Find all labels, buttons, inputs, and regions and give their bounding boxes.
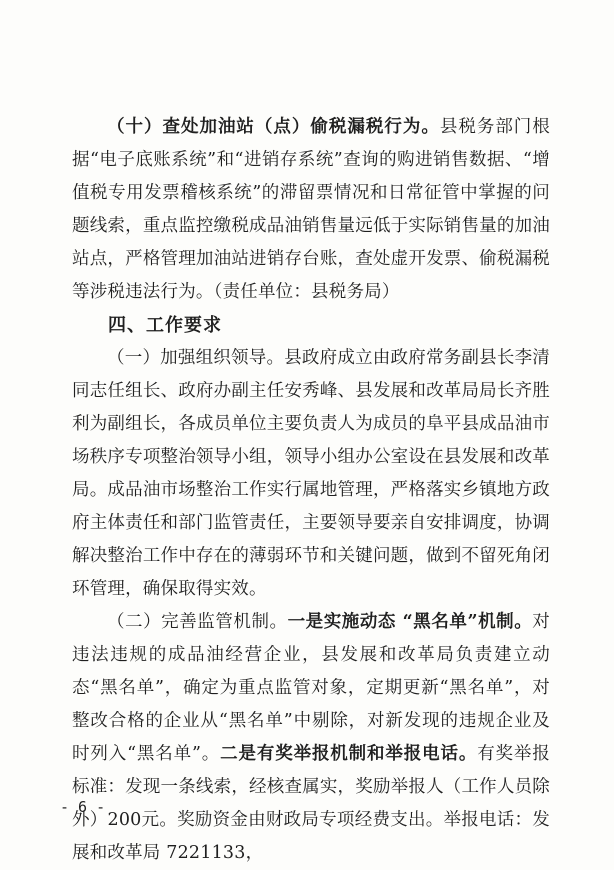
- section-heading-work-requirements: 四、工作要求: [108, 315, 222, 336]
- paragraph-requirement-1: （一）加强组织领导。县政府成立由政府常务副县长李清同志任组长、政府办副主任安秀峰、县发展和改革局局长齐胜利为副组长，各成员单位主要负责人为成员的阜平县成品油市场秩序专项整治领导小组，领导小组办公室设在县发展和改革局。成品油市场整治工作实行属地管理，严格落实乡镇地方政府主体责任和部门监管责任，主要领导要亲自安排调度，协调解决整治工作中存在的薄弱环节和关键问题，做到不留死角闭环管理，确保取得实效。: [72, 348, 550, 599]
- requirement-2-point-2-title: 二是有奖举报机制和举报电话。: [220, 744, 478, 764]
- requirement-2-point-1-title: 一是实施动态 “黑名单”机制。: [287, 612, 533, 632]
- document-body: [72, 111, 550, 870]
- paragraph-requirement-2: [72, 606, 550, 870]
- paragraph-item-10: [72, 111, 550, 309]
- requirement-2-lead: （二）完善监管机制。: [107, 612, 288, 632]
- requirement-2-point-2-text: 有奖举报标准：发现一条线索，经核查属实，奖励举报人（工作人员除外）200元。奖励资金由财政局专项经费支出。举报电话：发展和改革局 7221133，: [72, 744, 550, 863]
- item-10-text: 县税务部门根据“电子底账系统”和“进销存系统”查询的购进销售数据、“增值税专用发票稽核系统”的滞留票情况和日常征管中掌握的问题线索，重点监控缴税成品油销售量远低于实际销售量的加油站点，严格管理加油站进销存台账，查处虚开发票、偷税漏税等涉税违法行为。（责任单位：县税务局）: [72, 117, 550, 302]
- requirement-2-point-1-text: 对违法违规的成品油经营企业，县发展和改革局负责建立动态“黑名单”，确定为重点监管对象，定期更新“黑名单”，对整改合格的企业从“黑名单”中剔除，对新发现的违规企业及时列入“黑名单”。: [72, 612, 550, 764]
- page-number: - 6 -: [60, 798, 106, 816]
- item-10-title: （十）查处加油站（点）偷税漏税行为。: [107, 117, 440, 137]
